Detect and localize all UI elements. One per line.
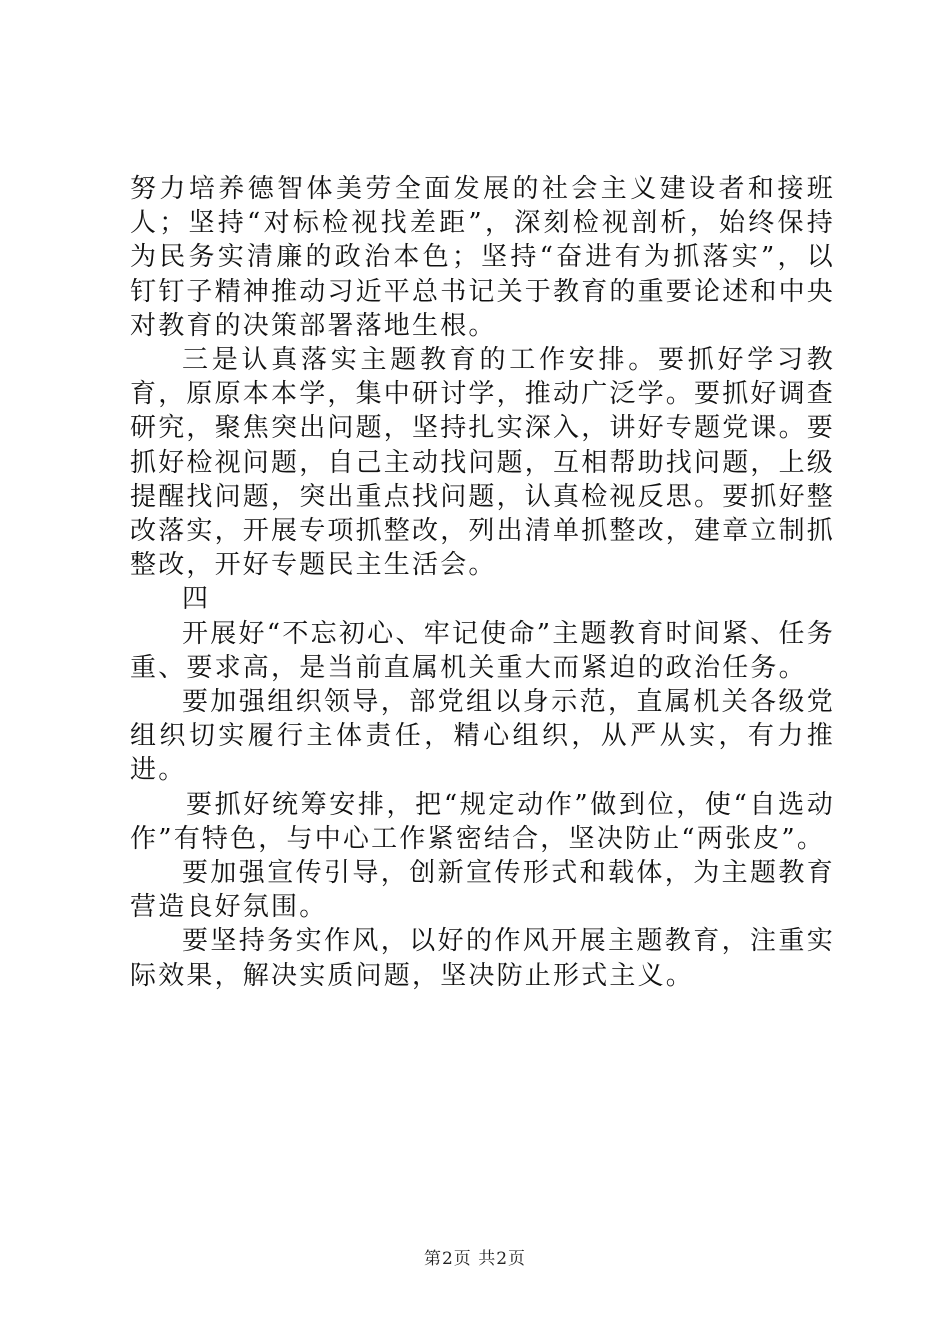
paragraph-overall-planning: 要抓好统筹安排，把“规定动作”做到位，使“自选动作”有特色，与中心工作紧密结合，坚决防止“两张皮”。 — [130, 789, 835, 854]
page-number-footer: 第2页 共2页 — [423, 1249, 527, 1269]
document-body — [130, 172, 835, 993]
section-heading-four: 四 — [182, 584, 211, 615]
paragraph-publicity-guidance: 要加强宣传引导，创新宣传形式和载体，为主题教育营造良好氛围。 — [130, 858, 835, 923]
paragraph-organization-leadership: 要加强组织领导，部党组以身示范，直属机关各级党组织切实履行主体责任，精心组织，从严从实，有力推进。 — [130, 687, 835, 786]
paragraph-practical-style: 要坚持务实作风，以好的作风开展主题教育，注重实际效果，解决实质问题，坚决防止形式主义。 — [130, 926, 835, 991]
paragraph-task-urgency: 开展好“不忘初心、牢记使命”主题教育时间紧、任务重、要求高，是当前直属机关重大而紧迫的政治任务。 — [130, 618, 835, 683]
paragraph-work-arrangement: 三是认真落实主题教育的工作安排。要抓好学习教育，原原本本学，集中研讨学，推动广泛学。要抓好调查研究，聚焦突出问题，坚持扎实深入，讲好专题党课。要抓好检视问题，自己主动找问题，互相帮助找问题，上级提醒找问题，突出重点找问题，认真检视反思。要抓好整改落实，开展专项抓整改，列出清单抓整改，建章立制抓整改，开好专题民主生活会。 — [130, 345, 836, 581]
paragraph-continuation: 努力培养德智体美劳全面发展的社会主义建设者和接班人；坚持“对标检视找差距”，深刻检视剖析，始终保持为民务实清廉的政治本色；坚持“奋进有为抓落实”，以钉钉子精神推动习近平总书记关于教育的重要论述和中央对教育的决策部署落地生根。 — [130, 174, 836, 341]
